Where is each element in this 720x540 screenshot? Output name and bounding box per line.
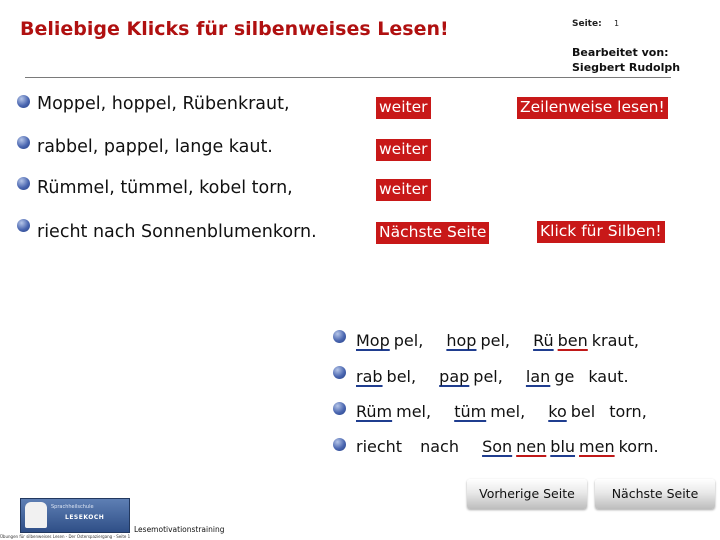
- syllable: men: [579, 437, 615, 456]
- bullet-icon: [333, 330, 346, 343]
- logo-subtitle: Sprachheilschule: [51, 504, 94, 510]
- bullet-icon: [333, 402, 346, 415]
- syllable: ge: [554, 367, 575, 386]
- poem-line-3: Rümmel, tümmel, kobel torn,: [37, 178, 293, 198]
- syllable: hop: [446, 331, 477, 350]
- syllable: nen: [516, 437, 547, 456]
- syllable: kraut,: [591, 331, 639, 350]
- syllable: ko: [548, 402, 567, 421]
- weiter-button-2[interactable]: weiter: [376, 139, 431, 161]
- syllable: pel,: [393, 331, 424, 350]
- syllable-line-4: [356, 437, 659, 456]
- syllable: tüm: [454, 402, 487, 421]
- bullet-icon: [17, 219, 30, 232]
- bullet-icon: [333, 438, 346, 451]
- weiter-button-3[interactable]: weiter: [376, 179, 431, 201]
- chef-hat-icon: [25, 502, 47, 528]
- next-page-inline-button[interactable]: Nächste Seite: [376, 222, 489, 244]
- syllable-line-2: [356, 367, 629, 386]
- syllable: mel,: [396, 402, 432, 421]
- syllable: pel,: [480, 331, 510, 350]
- footer-copyright: Übungen für silbenweises Lesen - Der Osterspaziergang - Seite 1: [0, 534, 131, 539]
- syllable: Son: [482, 437, 513, 456]
- logo-title: LESEKOCH: [65, 514, 105, 521]
- syllable: rab: [356, 367, 383, 386]
- header-divider: [25, 77, 671, 78]
- page-title: Beliebige Klicks für silbenweises Lesen!: [20, 18, 449, 40]
- editor-credit-name: Siegbert Rudolph: [572, 61, 681, 74]
- syllable: kaut.: [588, 367, 629, 386]
- poem-line-4: riecht nach Sonnenblumenkorn.: [37, 222, 317, 242]
- page-label: Seite:: [572, 19, 602, 29]
- syllable: bel: [570, 402, 596, 421]
- weiter-button-1[interactable]: weiter: [376, 97, 431, 119]
- bullet-icon: [17, 177, 30, 190]
- syllable-mode-button[interactable]: Klick für Silben!: [537, 221, 665, 243]
- training-label: Lesemotivationstraining: [134, 525, 225, 534]
- syllable: ben: [557, 331, 588, 350]
- bullet-icon: [17, 136, 30, 149]
- poem-line-1: Moppel, hoppel, Rübenkraut,: [37, 94, 290, 114]
- syllable: Mop: [356, 331, 390, 350]
- bullet-icon: [17, 95, 30, 108]
- editor-credit-label: Bearbeitet von:: [572, 46, 669, 59]
- syllable: riecht: [356, 437, 403, 456]
- syllable-line-1: [356, 331, 639, 350]
- syllable: lan: [525, 367, 551, 386]
- syllable: mel,: [490, 402, 526, 421]
- previous-page-button[interactable]: Vorherige Seite: [467, 479, 587, 509]
- next-page-button[interactable]: Nächste Seite: [595, 479, 715, 509]
- syllable: Rüm: [356, 402, 393, 421]
- syllable: korn.: [618, 437, 659, 456]
- bullet-icon: [333, 366, 346, 379]
- syllable: Rü: [533, 331, 554, 350]
- syllable: pel,: [473, 367, 503, 386]
- lesekoch-logo: [20, 498, 130, 533]
- editor-credit: [572, 45, 680, 75]
- page-number: 1: [614, 19, 620, 28]
- syllable: blu: [550, 437, 576, 456]
- syllable: torn,: [609, 402, 647, 421]
- syllable: bel,: [386, 367, 417, 386]
- syllable: nach: [420, 437, 459, 456]
- syllable: pap: [439, 367, 470, 386]
- syllable-line-3: [356, 402, 647, 421]
- poem-line-2: rabbel, pappel, lange kaut.: [37, 137, 273, 157]
- line-mode-button[interactable]: Zeilenweise lesen!: [517, 97, 668, 119]
